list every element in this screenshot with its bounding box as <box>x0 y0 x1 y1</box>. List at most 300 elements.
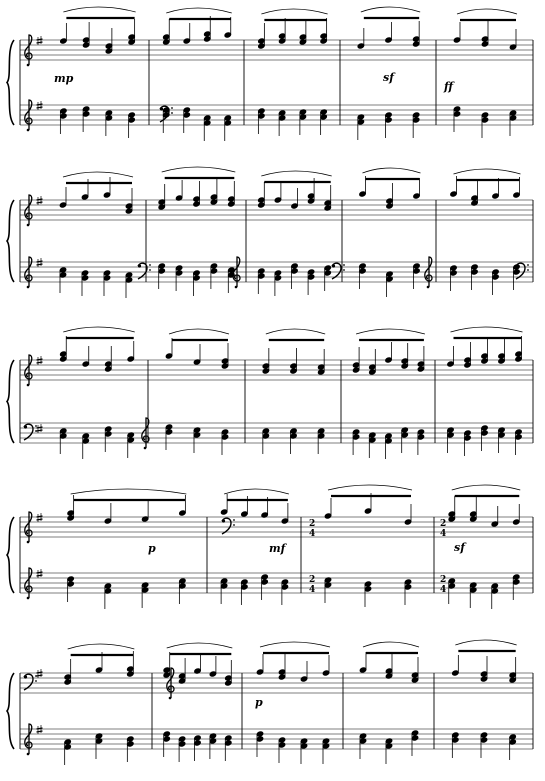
svg-text:2: 2 <box>309 575 316 585</box>
note-head <box>194 735 201 741</box>
chord <box>385 22 392 43</box>
measure <box>59 172 133 298</box>
note-head <box>221 434 228 440</box>
piano-brace <box>7 40 14 125</box>
note-head <box>105 361 112 367</box>
time-signature <box>440 519 446 539</box>
note-head <box>401 363 408 369</box>
note-head <box>209 671 216 677</box>
chord <box>261 574 268 600</box>
note-head <box>81 275 88 281</box>
chord <box>509 657 516 683</box>
note-head <box>417 361 424 367</box>
note-head <box>183 107 190 113</box>
note-head <box>385 37 392 43</box>
note-head <box>290 363 297 369</box>
treble-clef-icon <box>25 355 32 386</box>
chord <box>193 270 200 296</box>
note-head <box>262 363 269 369</box>
chord <box>125 272 132 298</box>
measure <box>453 9 517 138</box>
chord <box>59 187 66 208</box>
svg-text:2: 2 <box>309 519 316 529</box>
note-head <box>163 736 170 742</box>
chord <box>448 578 455 604</box>
chord <box>385 738 392 764</box>
note-head <box>359 191 366 197</box>
chord <box>183 23 190 44</box>
note-head <box>228 201 235 207</box>
chord <box>278 18 285 44</box>
note-head <box>175 265 182 271</box>
note-head <box>385 357 392 363</box>
chord <box>413 263 420 289</box>
note-head <box>82 42 89 48</box>
note-head <box>60 113 67 119</box>
note-head <box>221 363 228 369</box>
chord <box>318 349 325 375</box>
chord <box>165 424 172 450</box>
slur <box>68 644 135 649</box>
note-head <box>448 511 455 517</box>
chord <box>357 28 364 49</box>
piano-brace <box>7 517 14 593</box>
chord <box>413 21 420 47</box>
note-head <box>127 736 134 742</box>
note-head <box>481 41 488 47</box>
note-head <box>307 269 314 275</box>
chord <box>498 338 505 364</box>
note-head <box>225 680 232 686</box>
chord <box>452 732 459 758</box>
treble-clef-icon <box>425 257 432 288</box>
note-head <box>262 368 269 374</box>
note-head <box>281 584 288 590</box>
upper-staff <box>20 360 533 380</box>
note-head <box>158 263 165 269</box>
note-head <box>224 32 231 38</box>
chord <box>163 652 170 678</box>
note-head <box>481 117 488 123</box>
chord <box>194 653 201 674</box>
sharp-icon <box>37 424 43 433</box>
dynamic-marking: mf <box>269 542 286 555</box>
chord <box>278 737 285 763</box>
note-head <box>480 737 487 743</box>
chord <box>258 108 265 134</box>
svg-text:4: 4 <box>440 585 447 595</box>
measure <box>60 327 135 459</box>
chord <box>60 336 67 362</box>
note-head <box>59 202 66 208</box>
note-head <box>364 581 371 587</box>
note-head <box>364 508 371 514</box>
note-head <box>453 37 460 43</box>
note-head <box>210 268 217 274</box>
slur <box>63 7 135 12</box>
chord <box>300 738 307 764</box>
chord <box>225 735 232 761</box>
slur <box>169 329 229 334</box>
slur <box>162 167 236 172</box>
note-head <box>125 203 132 209</box>
note-head <box>105 366 112 372</box>
note-head <box>452 737 459 743</box>
time-signature <box>440 575 446 595</box>
note-head <box>515 434 522 440</box>
system-3 <box>7 327 533 459</box>
note-head <box>413 41 420 47</box>
note-head <box>417 429 424 435</box>
note-head <box>300 676 307 682</box>
slur <box>451 327 523 332</box>
note-head <box>470 511 477 517</box>
chord <box>492 178 499 199</box>
note-head <box>274 270 281 276</box>
note-head <box>241 511 248 517</box>
chord <box>141 582 148 608</box>
note-head <box>274 275 281 281</box>
note-head <box>103 270 110 276</box>
chord <box>464 342 471 368</box>
chord <box>322 738 329 764</box>
note-head <box>471 264 478 270</box>
note-head <box>413 268 420 274</box>
note-head <box>128 117 135 123</box>
note-head <box>82 106 89 112</box>
chord <box>64 739 71 765</box>
note-head <box>352 429 359 435</box>
note-head <box>386 203 393 209</box>
note-head <box>364 586 371 592</box>
measure <box>359 168 421 297</box>
note-head <box>385 112 392 118</box>
note-head <box>82 37 89 43</box>
note-head <box>513 264 520 270</box>
chord <box>193 427 200 453</box>
note-head <box>278 674 285 680</box>
chord <box>105 110 112 136</box>
note-head <box>221 358 228 364</box>
chord <box>324 265 331 291</box>
chord <box>258 268 265 294</box>
slur <box>167 643 233 648</box>
chord <box>324 185 331 211</box>
upper-staff <box>20 673 533 693</box>
note-head <box>60 108 67 114</box>
note-head <box>256 731 263 737</box>
note-head <box>324 270 331 276</box>
chord <box>258 23 265 49</box>
note-head <box>278 33 285 39</box>
chord <box>318 428 325 454</box>
note-head <box>291 268 298 274</box>
note-head <box>281 518 288 524</box>
chord <box>417 429 424 455</box>
chord <box>262 348 269 374</box>
note-head <box>127 666 134 672</box>
chord <box>509 29 516 50</box>
note-head <box>163 667 170 673</box>
chord <box>175 265 182 291</box>
note-head <box>82 111 89 117</box>
sharp-icon <box>37 669 43 678</box>
slur <box>356 329 425 334</box>
chord <box>194 735 201 761</box>
svg-text:4: 4 <box>440 529 447 539</box>
svg-text:4: 4 <box>309 585 316 595</box>
note-head <box>450 265 457 271</box>
chord <box>209 656 216 677</box>
measure <box>64 644 134 765</box>
note-head <box>324 513 331 519</box>
note-head <box>241 579 248 585</box>
note-head <box>103 192 110 198</box>
chord <box>401 427 408 453</box>
note-head <box>225 675 232 681</box>
chord <box>509 734 516 760</box>
treble-clef-icon <box>25 512 32 543</box>
chord <box>278 654 285 680</box>
chord <box>364 581 371 607</box>
chord <box>193 181 200 207</box>
measure <box>158 167 235 296</box>
note-head <box>417 434 424 440</box>
note-head <box>204 36 211 42</box>
treble-clef-icon <box>25 35 32 66</box>
note-head <box>225 735 232 741</box>
chord <box>291 263 298 289</box>
note-head <box>278 742 285 748</box>
slur <box>261 171 331 176</box>
chord <box>210 179 217 205</box>
note-head <box>464 362 471 368</box>
chord <box>453 22 460 43</box>
chord <box>127 341 134 362</box>
sharp-icon <box>37 513 43 522</box>
lower-staff <box>20 573 533 593</box>
note-head <box>105 48 112 54</box>
note-head <box>258 43 265 49</box>
chord <box>81 270 88 296</box>
chord <box>209 733 216 759</box>
note-head <box>163 112 170 118</box>
chord <box>385 433 392 459</box>
note-head <box>261 579 268 585</box>
chord <box>179 578 186 604</box>
note-head <box>492 274 499 280</box>
measure <box>67 489 186 609</box>
note-head <box>225 740 232 746</box>
note-head <box>291 203 298 209</box>
system-1 <box>7 7 533 141</box>
chord <box>82 346 89 367</box>
slur <box>261 9 327 14</box>
note-head <box>165 429 172 435</box>
chord <box>498 427 505 453</box>
chord <box>165 338 172 359</box>
sharp-icon <box>37 196 43 205</box>
chord <box>82 433 89 459</box>
note-head <box>404 519 411 525</box>
time-signature <box>309 519 315 539</box>
note-head <box>278 669 285 675</box>
chord <box>491 583 498 609</box>
chord <box>359 652 366 673</box>
note-head <box>210 194 217 200</box>
note-head <box>183 38 190 44</box>
note-head <box>128 34 135 40</box>
note-head <box>492 193 499 199</box>
chord <box>417 346 424 372</box>
chord <box>401 343 408 369</box>
note-head <box>307 193 314 199</box>
chord <box>103 270 110 296</box>
chord <box>290 348 297 374</box>
note-head <box>67 510 74 516</box>
note-head <box>413 193 420 199</box>
chord <box>447 346 454 367</box>
note-head <box>401 358 408 364</box>
note-head <box>67 576 74 582</box>
chord <box>357 114 364 140</box>
note-head <box>278 737 285 743</box>
note-head <box>67 515 74 521</box>
note-head <box>178 736 185 742</box>
note-head <box>492 269 499 275</box>
note-head <box>464 430 471 436</box>
upper-staff <box>20 200 533 220</box>
chord <box>67 495 74 521</box>
treble-clef-icon <box>25 100 32 131</box>
note-head <box>274 197 281 203</box>
note-head <box>513 579 520 585</box>
chord <box>262 428 269 454</box>
note-head <box>481 353 488 359</box>
chord <box>221 429 228 455</box>
svg-text:2: 2 <box>440 575 447 585</box>
note-head <box>464 435 471 441</box>
chord <box>299 19 306 45</box>
note-head <box>352 362 359 368</box>
system-5 <box>7 640 533 765</box>
note-head <box>411 735 418 741</box>
note-head <box>513 269 520 275</box>
note-head <box>281 579 288 585</box>
note-head <box>515 356 522 362</box>
chord <box>452 655 459 676</box>
chord <box>125 188 132 214</box>
chord <box>278 110 285 136</box>
chord <box>82 22 89 48</box>
treble-clef-icon <box>25 568 32 599</box>
slur <box>63 327 135 332</box>
chord <box>447 427 454 453</box>
sharp-icon <box>37 258 43 267</box>
chord <box>299 109 306 135</box>
slur <box>363 642 419 647</box>
note-head <box>481 358 488 364</box>
bass-clef-icon <box>222 518 235 534</box>
note-head <box>193 201 200 207</box>
note-head <box>228 196 235 202</box>
dynamic-marking: p <box>255 696 263 709</box>
note-head <box>193 275 200 281</box>
measure <box>352 329 424 459</box>
note-head <box>193 270 200 276</box>
systems-layer <box>7 7 533 765</box>
chord <box>470 582 477 608</box>
chord <box>481 21 488 47</box>
chord <box>300 661 307 682</box>
note-head <box>261 574 268 580</box>
note-head <box>513 574 520 580</box>
note-head <box>256 736 263 742</box>
note-head <box>220 509 227 515</box>
note-head <box>352 434 359 440</box>
chord <box>352 429 359 455</box>
note-head <box>515 351 522 357</box>
note-head <box>515 429 522 435</box>
chord <box>513 504 520 525</box>
measure <box>165 329 229 455</box>
chord <box>105 346 112 372</box>
chord <box>471 180 478 206</box>
chord <box>258 182 265 208</box>
dynamic-marking: mp <box>54 72 74 85</box>
note-head <box>413 117 420 123</box>
note-head <box>450 191 457 197</box>
slur <box>452 485 521 490</box>
measure <box>163 8 232 141</box>
note-head <box>359 268 366 274</box>
chord <box>256 654 263 675</box>
note-head <box>258 202 265 208</box>
chord <box>448 496 455 522</box>
note-head <box>104 518 111 524</box>
note-head <box>290 368 297 374</box>
note-head <box>513 192 520 198</box>
note-head <box>307 274 314 280</box>
note-head <box>127 741 134 747</box>
chord <box>491 506 498 527</box>
note-head <box>183 112 190 118</box>
chord <box>220 494 227 515</box>
measure <box>262 329 325 454</box>
bass-clef-icon <box>332 263 345 279</box>
system-4 <box>7 485 533 609</box>
chord <box>481 338 488 364</box>
chord <box>141 501 148 522</box>
upper-staff <box>20 40 533 60</box>
note-head <box>413 112 420 118</box>
note-head <box>453 106 460 112</box>
note-head <box>258 108 265 114</box>
note-head <box>498 358 505 364</box>
chord <box>281 503 288 524</box>
note-head <box>103 275 110 281</box>
note-head <box>413 263 420 269</box>
note-head <box>404 579 411 585</box>
note-head <box>175 270 182 276</box>
chord <box>105 28 112 54</box>
slur <box>457 9 517 14</box>
note-head <box>291 263 298 269</box>
note-head <box>453 111 460 117</box>
chord <box>228 181 235 207</box>
chord <box>127 432 134 458</box>
note-head <box>105 43 112 49</box>
